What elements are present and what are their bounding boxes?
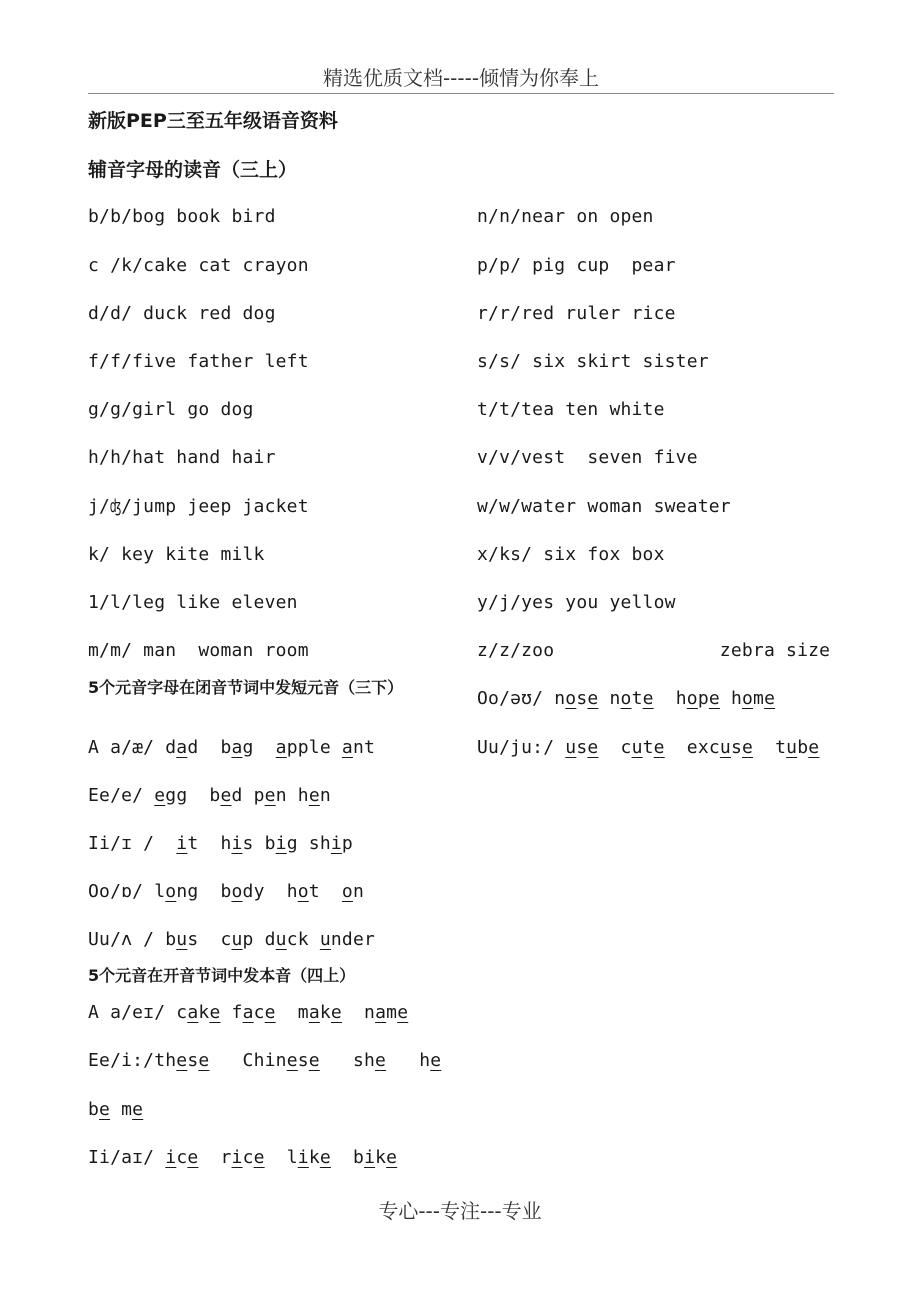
line-text: Ii/aɪ/: [88, 1147, 166, 1168]
line-text: p/p/ pig cup pear: [477, 255, 676, 276]
phonics-line: [88, 255, 309, 276]
line-text: t/t/tea ten white: [477, 399, 665, 420]
line-text: t: [631, 688, 643, 709]
underlined-letter: e: [286, 1050, 298, 1071]
line-text: h: [719, 688, 742, 709]
line-text: t: [308, 881, 342, 902]
line-text: p: [697, 688, 709, 709]
phonics-line: [477, 592, 676, 613]
underlined-letter: o: [565, 688, 577, 709]
line-text: Ii/ɪ /: [88, 833, 177, 854]
line-text: t h: [187, 833, 232, 854]
line-text: c: [598, 737, 632, 758]
underlined-letter: u: [565, 737, 577, 758]
phonics-line: [477, 640, 830, 661]
underlined-letter: a: [308, 1002, 320, 1023]
underlined-letter: o: [297, 881, 309, 902]
underlined-letter: a: [231, 737, 243, 758]
line-text: b: [330, 1147, 365, 1168]
line-text: gg b: [165, 785, 221, 806]
line-text: sh: [319, 1050, 376, 1071]
phonics-line: [88, 881, 364, 902]
underlined-letter: e: [187, 1147, 199, 1168]
phonics-line: [477, 255, 676, 276]
section-heading-consonants: 辅音字母的读音（三上）: [88, 159, 298, 181]
phonics-line: [88, 1002, 408, 1023]
section-heading-long-vowels: 5个元音在开音节词中发本音（四上）: [88, 966, 356, 985]
underlined-letter: o: [165, 881, 177, 902]
line-text: p d: [242, 929, 276, 950]
line-text: n/n/near on open: [477, 206, 654, 227]
line-text: s: [576, 737, 588, 758]
underlined-letter: u: [231, 929, 243, 950]
underlined-letter: a: [242, 1002, 254, 1023]
phonics-line: [88, 1050, 441, 1071]
line-text: g: [242, 737, 276, 758]
underlined-letter: e: [209, 1002, 221, 1023]
underlined-letter: e: [176, 1050, 188, 1071]
underlined-letter: i: [275, 833, 287, 854]
underlined-letter: e: [764, 688, 776, 709]
line-text: m: [753, 688, 765, 709]
line-text: t: [642, 737, 654, 758]
line-text: Oo/ɒ/ l: [88, 881, 166, 902]
line-text: Chin: [209, 1050, 287, 1071]
underlined-letter: e: [319, 1147, 331, 1168]
line-text: c: [253, 1002, 265, 1023]
underlined-letter: i: [231, 1147, 243, 1168]
line-text: ck: [286, 929, 320, 950]
phonics-line: [88, 206, 276, 227]
line-text: n h: [275, 785, 309, 806]
line-text: b: [88, 1099, 100, 1120]
header-divider: [88, 93, 834, 94]
underlined-letter: u: [319, 929, 331, 950]
line-text: n: [341, 1002, 376, 1023]
phonics-line: [477, 206, 654, 227]
underlined-letter: u: [176, 929, 188, 950]
phonics-line: [88, 544, 265, 565]
underlined-letter: e: [330, 1002, 342, 1023]
line-text: exc: [664, 737, 720, 758]
line-text: 1/l/leg like eleven: [88, 592, 298, 613]
phonics-line: [88, 785, 331, 806]
line-text: h: [386, 1050, 431, 1071]
underlined-letter: o: [742, 688, 754, 709]
line-text: dy h: [242, 881, 298, 902]
line-text: v/v/vest seven five: [477, 447, 698, 468]
phonics-line: [88, 833, 353, 854]
phonics-line: [88, 303, 276, 324]
underlined-letter: e: [308, 1050, 320, 1071]
underlined-letter: e: [308, 785, 320, 806]
line-text: ng b: [176, 881, 232, 902]
underlined-letter: i: [231, 833, 243, 854]
line-text: d b: [187, 737, 232, 758]
line-text: p: [341, 833, 353, 854]
phonics-line: [88, 496, 309, 517]
line-text: c: [176, 1147, 188, 1168]
line-text: nder: [330, 929, 376, 950]
underlined-letter: e: [587, 737, 599, 758]
underlined-letter: i: [330, 833, 342, 854]
underlined-letter: e: [808, 737, 820, 758]
underlined-letter: a: [375, 1002, 387, 1023]
line-text: m: [386, 1002, 398, 1023]
underlined-letter: e: [375, 1050, 387, 1071]
line-text: d p: [231, 785, 265, 806]
line-text: s b: [242, 833, 276, 854]
underlined-letter: e: [708, 688, 720, 709]
phonics-line: [477, 399, 665, 420]
phonics-line: [88, 640, 309, 661]
underlined-letter: e: [154, 785, 166, 806]
line-text: m: [275, 1002, 309, 1023]
phonics-line: [477, 544, 665, 565]
line-text: k: [375, 1147, 387, 1168]
underlined-letter: a: [176, 737, 188, 758]
document-title: 新版PEP三至五年级语音资料: [88, 110, 338, 132]
line-text: m/m/ man woman room: [88, 640, 309, 661]
line-text: Uu/ʌ / b: [88, 929, 177, 950]
line-text: r/r/red ruler rice: [477, 303, 676, 324]
underlined-letter: o: [341, 881, 353, 902]
line-text: y/j/yes you yellow: [477, 592, 676, 613]
line-text: Ee/e/: [88, 785, 155, 806]
underlined-letter: e: [220, 785, 232, 806]
underlined-letter: o: [686, 688, 698, 709]
line-text: j/ʤ/jump jeep jacket: [88, 496, 309, 517]
line-text: s: [576, 688, 588, 709]
underlined-letter: e: [198, 1050, 210, 1071]
page-header: 精选优质文档-----倾情为你奉上: [322, 66, 600, 90]
line-text: n: [352, 881, 364, 902]
line-text: w/w/water woman sweater: [477, 496, 731, 517]
underlined-letter: u: [786, 737, 798, 758]
phonics-line: [88, 1147, 397, 1168]
phonics-line: [477, 303, 676, 324]
phonics-line: [477, 351, 709, 372]
line-text: s: [730, 737, 742, 758]
line-text: g sh: [286, 833, 331, 854]
line-text: h: [653, 688, 687, 709]
phonics-line: [88, 447, 276, 468]
phonics-line: [88, 399, 254, 420]
line-text: f: [220, 1002, 243, 1023]
underlined-letter: e: [587, 688, 599, 709]
underlined-letter: e: [132, 1099, 144, 1120]
underlined-letter: i: [165, 1147, 177, 1168]
line-text: b: [797, 737, 809, 758]
line-text: Oo/əʊ/ n: [477, 688, 566, 709]
page-footer: 专心---专注---专业: [378, 1199, 542, 1223]
phonics-line: [477, 447, 698, 468]
underlined-letter: u: [275, 929, 287, 950]
line-text: s: [187, 1050, 199, 1071]
line-text: s c: [187, 929, 232, 950]
line-text: s: [297, 1050, 309, 1071]
line-text: x/ks/ six fox box: [477, 544, 665, 565]
underlined-letter: a: [187, 1002, 199, 1023]
phonics-line: [88, 737, 375, 758]
phonics-line: [88, 1099, 143, 1120]
line-text: n: [319, 785, 331, 806]
line-text: pple: [286, 737, 342, 758]
underlined-letter: e: [253, 1147, 265, 1168]
line-text: k: [319, 1002, 331, 1023]
underlined-letter: e: [741, 737, 754, 758]
line-text: nt: [352, 737, 376, 758]
underlined-letter: o: [620, 688, 632, 709]
line-text: Ee/i:/th: [88, 1050, 177, 1071]
line-text: A a/æ/ d: [88, 737, 177, 758]
line-text: m: [110, 1099, 133, 1120]
line-text: z/z/zoo zebra size: [477, 640, 831, 661]
line-text: d/d/ duck red dog: [88, 303, 276, 324]
line-text: k: [308, 1147, 320, 1168]
phonics-line: [88, 592, 298, 613]
section-heading-short-vowels: 5个元音字母在闭音节词中发短元音（三下）: [88, 678, 404, 697]
line-text: r: [198, 1147, 232, 1168]
line-text: s/s/ six skirt sister: [477, 351, 709, 372]
underlined-letter: o: [231, 881, 243, 902]
underlined-letter: i: [297, 1147, 309, 1168]
line-text: l: [264, 1147, 298, 1168]
line-text: k: [198, 1002, 210, 1023]
underlined-letter: i: [176, 833, 188, 854]
underlined-letter: i: [364, 1147, 376, 1168]
line-text: A a/eɪ/ c: [88, 1002, 188, 1023]
line-text: c: [242, 1147, 254, 1168]
phonics-line: [477, 496, 731, 517]
underlined-letter: e: [264, 1002, 276, 1023]
underlined-letter: e: [397, 1002, 409, 1023]
underlined-letter: u: [719, 737, 731, 758]
line-text: t: [753, 737, 787, 758]
underlined-letter: e: [642, 688, 654, 709]
underlined-letter: e: [430, 1050, 442, 1071]
underlined-letter: e: [99, 1099, 111, 1120]
line-text: n: [598, 688, 621, 709]
line-text: k/ key kite milk: [88, 544, 265, 565]
line-text: g/g/girl go dog: [88, 399, 254, 420]
underlined-letter: e: [386, 1147, 398, 1168]
line-text: f/f/five father left: [88, 351, 309, 372]
line-text: b/b/bog book bird: [88, 206, 276, 227]
underlined-letter: a: [275, 737, 287, 758]
underlined-letter: a: [341, 737, 353, 758]
underlined-letter: e: [653, 737, 665, 758]
line-text: c /k/cake cat crayon: [88, 255, 309, 276]
phonics-line: [88, 351, 309, 372]
phonics-line: [477, 688, 775, 709]
line-text: h/h/hat hand hair: [88, 447, 276, 468]
underlined-letter: u: [631, 737, 643, 758]
underlined-letter: e: [264, 785, 276, 806]
line-text: Uu/ju:/: [477, 737, 566, 758]
phonics-line: [88, 929, 375, 950]
phonics-line: [477, 737, 819, 758]
